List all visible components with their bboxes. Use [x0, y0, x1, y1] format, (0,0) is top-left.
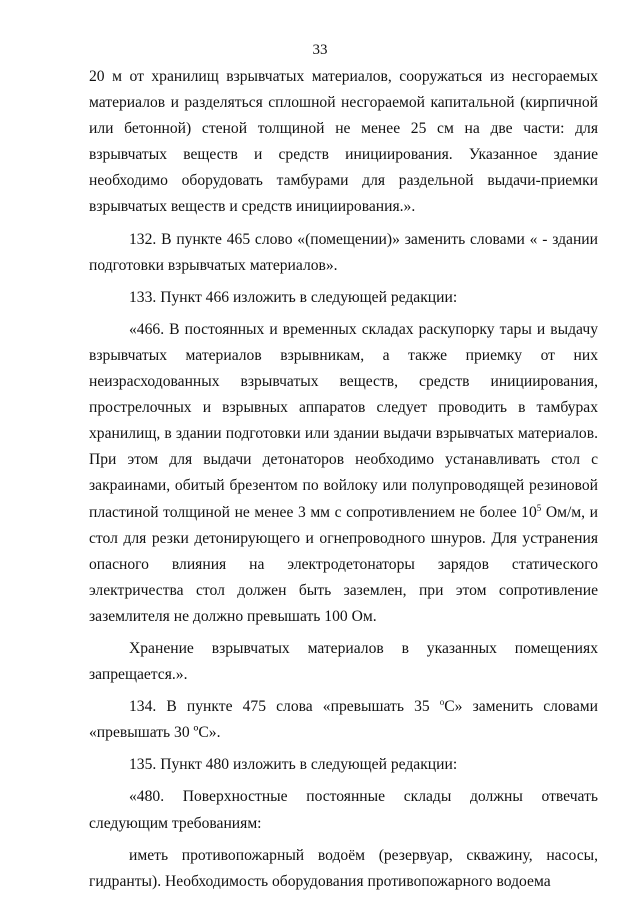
clause-466-text-end: Ом/м, и стол для резки детонирующего и огнепроводного шнуров. Для устранения опасного влияния на электродетонаторы зарядов статического электричества стол должен быть заземлен, при этом сопротивление заземлителя не должно превышать 100 Ом.: [89, 503, 598, 625]
document-body: [89, 64, 598, 895]
paragraph-clause-480: «480. Поверхностные постоянные склады должны отвечать следующим требованиям:: [89, 788, 598, 832]
item-134-text-end: С» заменить словами «превышать 30 ºС».: [89, 698, 598, 742]
paragraph-item-134: [89, 694, 598, 746]
paragraph-item-133: 133. Пункт 466 изложить в следующей редакции:: [129, 288, 458, 306]
paragraph-clause-466: [89, 317, 598, 630]
paragraph-item-135: 135. Пункт 480 изложить в следующей редакции:: [129, 756, 458, 774]
paragraph-fire-water-requirement: иметь противопожарный водоём (резервуар, скважину, насосы, гидранты). Необходимость оборудования противопожарного водоема: [89, 846, 598, 890]
paragraph-item-132: 132. В пункте 465 слово «(помещении)» заменить словами « - здании подготовки взрывчатых материалов».: [89, 230, 598, 274]
paragraph-storage-prohibition: Хранение взрывчатых материалов в указанных помещениях запрещается.».: [89, 639, 598, 684]
page-number: 33: [312, 42, 328, 58]
item-134-text-start: 134. В пункте 475 слова «превышать 35: [129, 698, 440, 716]
clause-466-text-start: «466. В постоянных и временных складах раскупорку тары и выдачу взрывчатых материалов взрывникам, а также приемку от них неизрасходованных взрывчатых веществ, средств инициирования, прострелочных и взрывных аппаратов следует проводить в тамбурах хранилищ, в здании подготовки или здании выдачи взрывчатых материалов. При этом для выдачи детонаторов необходимо устанавливать стол с закраинами, обитый брезентом по войлоку или полупроводящей резиновой пластиной толщиной не менее 3 мм с сопротивлением не более 10: [89, 320, 598, 521]
degree-superscript: о: [439, 697, 445, 708]
paragraph-continuation: 20 м от хранилищ взрывчатых материалов, сооружаться из несгораемых материалов и разделяться сплошной несгораемой капитальной (кирпичной или бетонной) стеной толщиной не менее 25 см на две части: для взрывчатых веществ и средств инициирования. Указанное здание необходимо оборудовать тамбурами для раздельной выдачи-приемки взрывчатых веществ и средств инициирования.».: [89, 68, 598, 216]
exponent-superscript: 5: [536, 502, 542, 513]
